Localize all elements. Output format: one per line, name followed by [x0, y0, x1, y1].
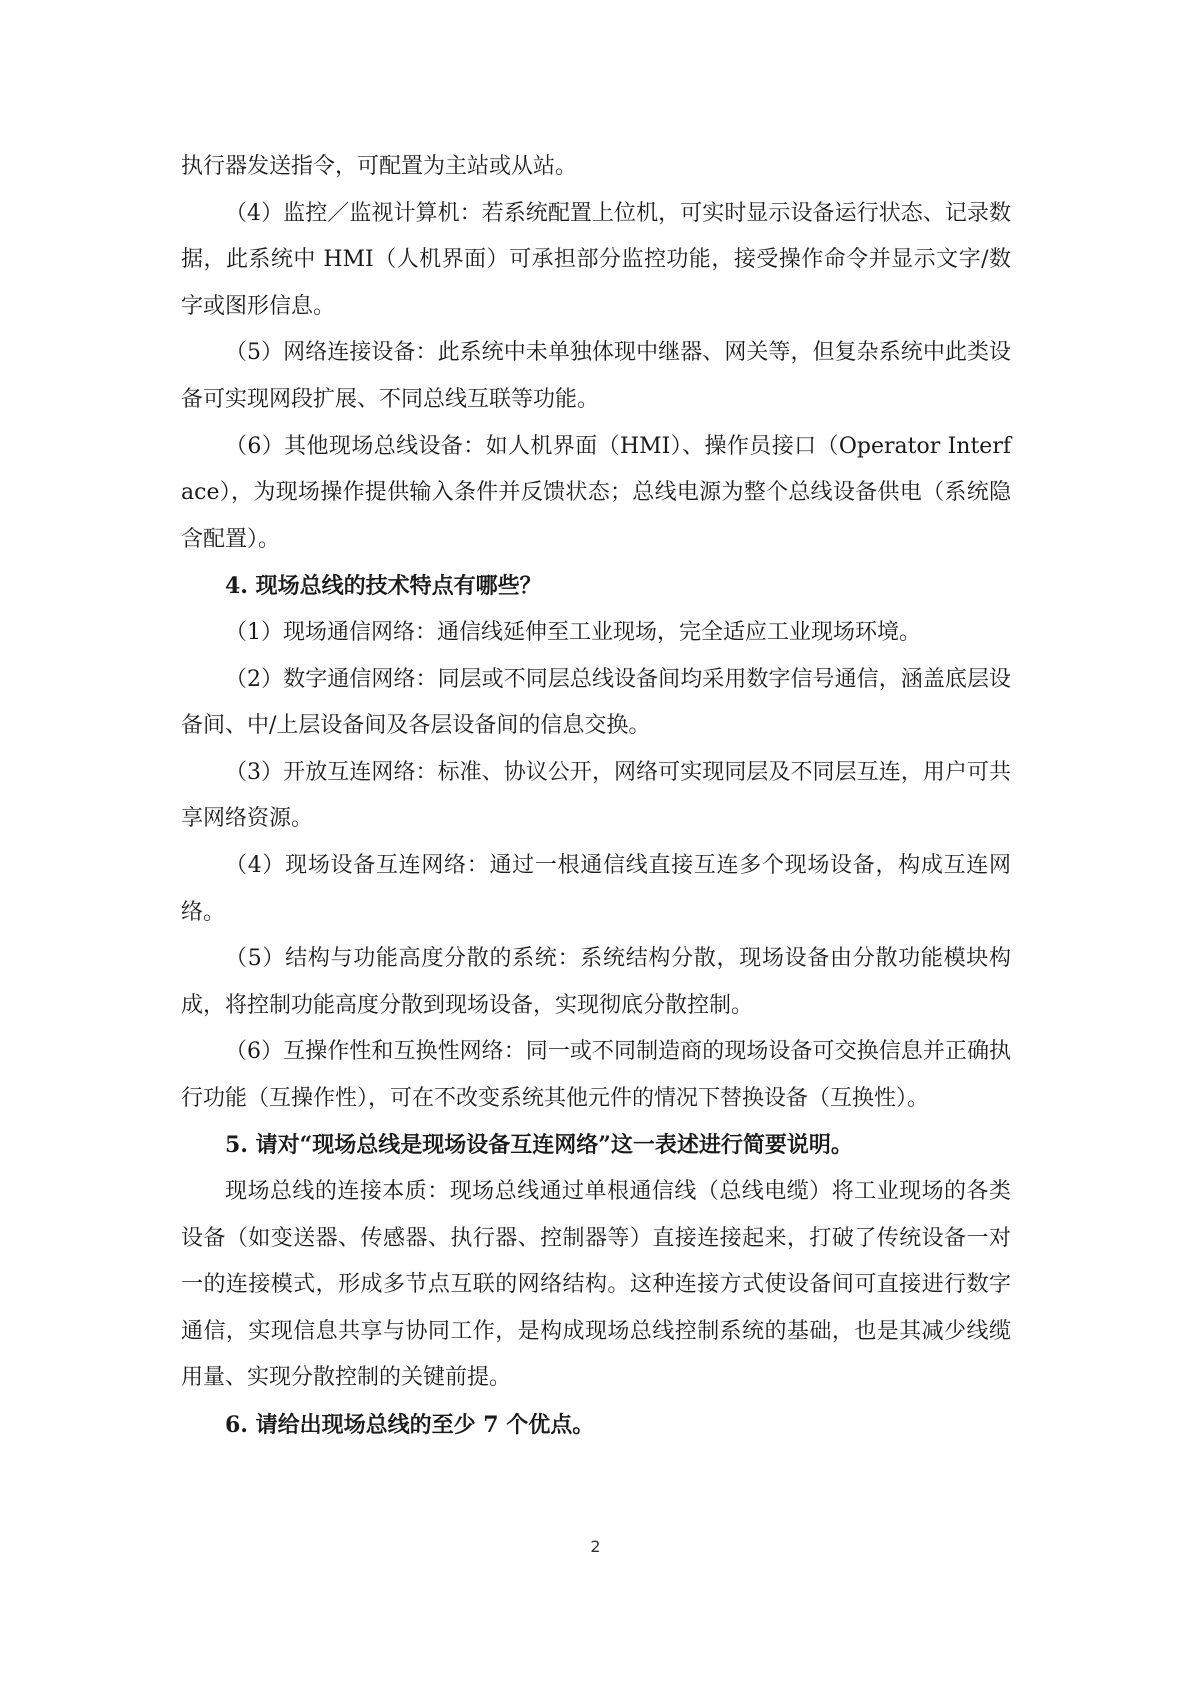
page-number: 2	[590, 1537, 601, 1556]
paragraph-feature-6: （6）互操作性和互换性网络：同一或不同制造商的现场设备可交换信息并正确执行功能（互操作性），可在不改变系统其他元件的情况下替换设备（互换性）。	[181, 1039, 1011, 1111]
paragraph-network-devices: （5）网络连接设备：此系统中未单独体现中继器、网关等，但复杂系统中此类设备可实现网段扩展、不同总线互联等功能。	[181, 340, 1011, 412]
paragraph-continuation: 执行器发送指令，可配置为主站或从站。	[181, 154, 578, 179]
paragraph-monitor-computer: （4）监控／监视计算机：若系统配置上位机，可实时显示设备运行状态、记录数据，此系统中 HMI（人机界面）可承担部分监控功能，接受操作命令并显示文字/数字或图形信息。	[181, 200, 1011, 319]
question-heading-5: 5. 请对“现场总线是现场设备互连网络”这一表述进行简要说明。	[225, 1132, 853, 1159]
paragraph-feature-1: （1）现场通信网络：通信线延伸至工业现场，完全适应工业现场环境。	[225, 619, 921, 645]
paragraph-feature-5: （5）结构与功能高度分散的系统：系统结构分散，现场设备由分散功能模块构成，将控制功能高度分散到现场设备，实现彻底分散控制。	[181, 946, 1011, 1018]
page-body	[181, 144, 1011, 1449]
question-heading-6: 6. 请给出现场总线的至少 7 个优点。	[225, 1412, 595, 1439]
paragraph-other-devices: （6）其他现场总线设备：如人机界面（HMI）、操作员接口（Operator Interface），为现场操作提供输入条件并反馈状态；总线电源为整个总线设备供电（系统隐含配置）。	[181, 433, 1011, 552]
paragraph-feature-4: （4）现场设备互连网络：通过一根通信线直接互连多个现场设备，构成互连网络。	[181, 852, 1011, 925]
paragraph-answer-5: 现场总线的连接本质：现场总线通过单根通信线（总线电缆）将工业现场的各类设备（如变送器、传感器、执行器、控制器等）直接连接起来，打破了传统设备一对一的连接模式，形成多节点互联的网络结构。这种连接方式使设备间可直接进行数字通信，实现信息共享与协同工作，是构成现场总线控制系统的基础，也是其减少线缆用量、实现分散控制的关键前提。	[181, 1179, 1011, 1391]
question-heading-4: 4. 现场总线的技术特点有哪些？	[225, 573, 542, 600]
paragraph-feature-3: （3）开放互连网络：标准、协议公开，网络可实现同层及不同层互连，用户可共享网络资源。	[181, 759, 1011, 832]
paragraph-feature-2: （2）数字通信网络：同层或不同层总线设备间均采用数字信号通信，涵盖底层设备间、中/上层设备间及各层设备间的信息交换。	[181, 666, 1011, 739]
